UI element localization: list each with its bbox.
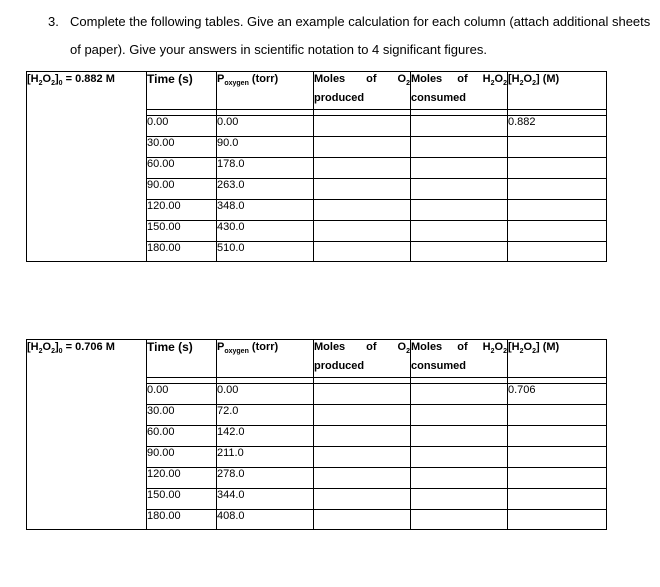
- data-table-2: [26, 339, 607, 530]
- concentration-cell: [508, 489, 607, 510]
- time-cell: 150.00: [147, 221, 217, 242]
- moles-o2-header: Moles of $O_2$ produced: [314, 340, 411, 378]
- question-text: [48, 8, 650, 64]
- pressure-cell: 0.00: [217, 384, 314, 405]
- time-cell: 150.00: [147, 489, 217, 510]
- moles-o2-cell: [314, 116, 411, 137]
- time-cell: 60.00: [147, 426, 217, 447]
- pressure-cell: 278.0: [217, 468, 314, 489]
- moles-h2o2-cell: [411, 405, 508, 426]
- time-header: Time (s): [147, 340, 217, 378]
- concentration-cell: 0.706: [508, 384, 607, 405]
- concentration-cell: [508, 426, 607, 447]
- moles-o2-cell: [314, 221, 411, 242]
- pressure-cell: 90.0: [217, 137, 314, 158]
- pressure-cell: 178.0: [217, 158, 314, 179]
- concentration-cell: [508, 221, 607, 242]
- moles-h2o2-cell: [411, 242, 508, 262]
- question-line-2: of paper). Give your answers in scientific notation to 4 significant figures.: [70, 42, 487, 57]
- pressure-cell: 0.00: [217, 116, 314, 137]
- moles-h2o2-cell: [411, 137, 508, 158]
- time-cell: 60.00: [147, 158, 217, 179]
- moles-h2o2-cell: [411, 510, 508, 530]
- moles-h2o2-cell: [411, 426, 508, 447]
- pressure-cell: 142.0: [217, 426, 314, 447]
- concentration-cell: [508, 242, 607, 262]
- concentration-cell: [508, 468, 607, 489]
- concentration-header: $[H_2O_2]$ (M): [508, 340, 607, 378]
- time-cell: 180.00: [147, 242, 217, 262]
- moles-o2-cell: [314, 158, 411, 179]
- moles-h2o2-cell: [411, 447, 508, 468]
- moles-h2o2-cell: [411, 200, 508, 221]
- moles-o2-cell: [314, 447, 411, 468]
- time-cell: 30.00: [147, 137, 217, 158]
- time-cell: 120.00: [147, 468, 217, 489]
- moles-o2-header: Moles of $O_2$ produced: [314, 72, 411, 110]
- moles-o2-cell: [314, 426, 411, 447]
- pressure-cell: 430.0: [217, 221, 314, 242]
- pressure-cell: 510.0: [217, 242, 314, 262]
- moles-o2-cell: [314, 405, 411, 426]
- concentration-cell: [508, 137, 607, 158]
- concentration-cell: [508, 179, 607, 200]
- moles-h2o2-cell: [411, 468, 508, 489]
- time-header: Time (s): [147, 72, 217, 110]
- time-cell: 90.00: [147, 447, 217, 468]
- time-cell: 120.00: [147, 200, 217, 221]
- initial-concentration-value: = 0.706 M: [65, 341, 115, 353]
- concentration-header: $[H_2O_2]$ (M): [508, 72, 607, 110]
- time-cell: 30.00: [147, 405, 217, 426]
- initial-concentration-value: = 0.882 M: [65, 73, 115, 85]
- pressure-cell: 263.0: [217, 179, 314, 200]
- moles-o2-cell: [314, 242, 411, 262]
- concentration-cell: [508, 447, 607, 468]
- moles-h2o2-cell: [411, 221, 508, 242]
- initial-concentration-cell: $[H_2O_2]_0 = 0.882$ M: [27, 72, 147, 262]
- moles-h2o2-cell: [411, 489, 508, 510]
- moles-h2o2-header: Moles of $H_2O_2$ consumed: [411, 72, 508, 110]
- moles-o2-cell: [314, 384, 411, 405]
- time-cell: 180.00: [147, 510, 217, 530]
- initial-concentration-cell: $[H_2O_2]_0 = 0.706$ M: [27, 340, 147, 530]
- pressure-header: $P_{oxygen}$ (torr): [217, 340, 314, 378]
- time-cell: 90.00: [147, 179, 217, 200]
- question-line-1: Complete the following tables. Give an example calculation for each column (attach additional sheets: [70, 14, 651, 29]
- concentration-cell: [508, 158, 607, 179]
- moles-h2o2-cell: [411, 116, 508, 137]
- pressure-cell: 344.0: [217, 489, 314, 510]
- time-cell: 0.00: [147, 116, 217, 137]
- pressure-cell: 348.0: [217, 200, 314, 221]
- moles-h2o2-cell: [411, 384, 508, 405]
- concentration-cell: 0.882: [508, 116, 607, 137]
- moles-h2o2-cell: [411, 179, 508, 200]
- time-cell: 0.00: [147, 384, 217, 405]
- concentration-cell: [508, 200, 607, 221]
- data-table-1: [26, 71, 607, 262]
- moles-h2o2-header: Moles of $H_2O_2$ consumed: [411, 340, 508, 378]
- moles-o2-cell: [314, 510, 411, 530]
- moles-o2-cell: [314, 489, 411, 510]
- moles-o2-cell: [314, 468, 411, 489]
- moles-o2-cell: [314, 179, 411, 200]
- question-number: 3.: [48, 14, 59, 29]
- concentration-cell: [508, 405, 607, 426]
- moles-o2-cell: [314, 137, 411, 158]
- pressure-cell: 408.0: [217, 510, 314, 530]
- concentration-cell: [508, 510, 607, 530]
- moles-h2o2-cell: [411, 158, 508, 179]
- pressure-cell: 211.0: [217, 447, 314, 468]
- moles-o2-cell: [314, 200, 411, 221]
- pressure-header: $P_{oxygen}$ (torr): [217, 72, 314, 110]
- pressure-cell: 72.0: [217, 405, 314, 426]
